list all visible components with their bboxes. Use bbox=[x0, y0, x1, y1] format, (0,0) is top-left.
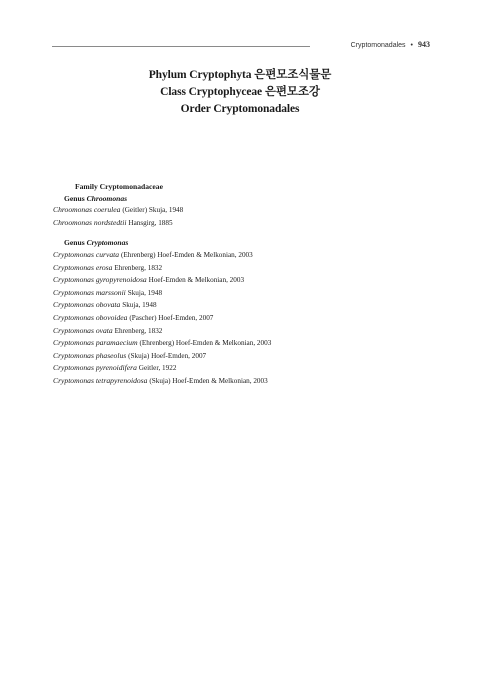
species-name: Cryptomonas obovoidea bbox=[53, 312, 128, 322]
section-gap bbox=[53, 229, 433, 237]
species-name: Cryptomonas tetrapyrenoidosa bbox=[53, 375, 148, 385]
species-authority: Ehrenberg, 1832 bbox=[114, 263, 163, 272]
species-name: Cryptomonas gyropyrenoidosa bbox=[53, 275, 147, 285]
species-authority: Skuja, 1948 bbox=[127, 288, 163, 297]
species-name: Cryptomonas ovata bbox=[53, 325, 113, 335]
species-entry bbox=[53, 350, 433, 363]
species-name: Cryptomonas pyrenoidifera bbox=[53, 363, 137, 373]
species-entry bbox=[53, 204, 433, 217]
species-authority: Hansgirg, 1885 bbox=[128, 218, 173, 227]
species-entry bbox=[53, 249, 433, 262]
species-authority: Geitler, 1922 bbox=[138, 364, 177, 373]
species-entry bbox=[53, 312, 433, 325]
family-heading: Family Cryptomonadaceae bbox=[75, 182, 163, 191]
species-authority: Hoef-Emden & Melkonian, 2003 bbox=[148, 276, 245, 285]
genus-prefix: Genus bbox=[64, 193, 87, 203]
species-list bbox=[53, 181, 433, 388]
species-authority: (Skuja) Hoef-Emden & Melkonian, 2003 bbox=[149, 376, 268, 385]
species-name: Cryptomonas marssonii bbox=[53, 287, 126, 297]
species-entry bbox=[53, 362, 433, 375]
species-authority: (Ehrenberg) Hoef-Emden & Melkonian, 2003 bbox=[120, 250, 253, 259]
page-number: 943 bbox=[418, 40, 430, 49]
species-authority: Ehrenberg, 1832 bbox=[114, 326, 163, 335]
species-name: Chroomonas nordstedtii bbox=[53, 217, 127, 227]
page-header bbox=[52, 40, 430, 52]
phylum-title: Phylum Cryptophyta 은편모조식물문 bbox=[148, 69, 332, 81]
running-header bbox=[351, 40, 430, 49]
species-entry bbox=[53, 274, 433, 287]
species-entry bbox=[53, 337, 433, 350]
genus-heading bbox=[64, 237, 433, 249]
running-title: Cryptomonadales bbox=[350, 42, 406, 49]
genus-prefix: Genus bbox=[64, 238, 87, 248]
header-rule bbox=[52, 46, 310, 47]
taxonomy-titles bbox=[0, 67, 480, 118]
genus-name: Cryptomonas bbox=[86, 238, 129, 248]
species-entry bbox=[53, 299, 433, 312]
species-entry bbox=[53, 325, 433, 338]
species-entry bbox=[53, 217, 433, 230]
species-authority: (Ehrenberg) Hoef-Emden & Melkonian, 2003 bbox=[139, 339, 272, 348]
species-entry bbox=[53, 287, 433, 300]
species-authority: (Geitler) Skuja, 1948 bbox=[122, 206, 184, 215]
species-name: Cryptomonas curvata bbox=[53, 249, 120, 259]
species-name: Cryptomonas paramaecium bbox=[53, 338, 138, 348]
genus-heading bbox=[64, 193, 433, 205]
species-name: Chroomonas coerulea bbox=[53, 205, 121, 215]
species-authority: (Pascher) Hoef-Emden, 2007 bbox=[129, 313, 214, 322]
class-title: Class Cryptophyceae 은편모조강 bbox=[160, 86, 320, 98]
header-separator: • bbox=[410, 42, 413, 49]
species-name: Cryptomonas erosa bbox=[53, 262, 113, 272]
species-entry bbox=[53, 262, 433, 275]
species-name: Cryptomonas phaseolus bbox=[53, 350, 127, 360]
order-title: Order Cryptomonadales bbox=[180, 103, 300, 115]
species-authority: (Skuja) Hoef-Emden, 2007 bbox=[128, 351, 207, 360]
genus-name: Chroomonas bbox=[86, 193, 128, 203]
species-name: Cryptomonas obovata bbox=[53, 300, 121, 310]
species-authority: Skuja, 1948 bbox=[122, 301, 157, 310]
species-entry bbox=[53, 375, 433, 388]
